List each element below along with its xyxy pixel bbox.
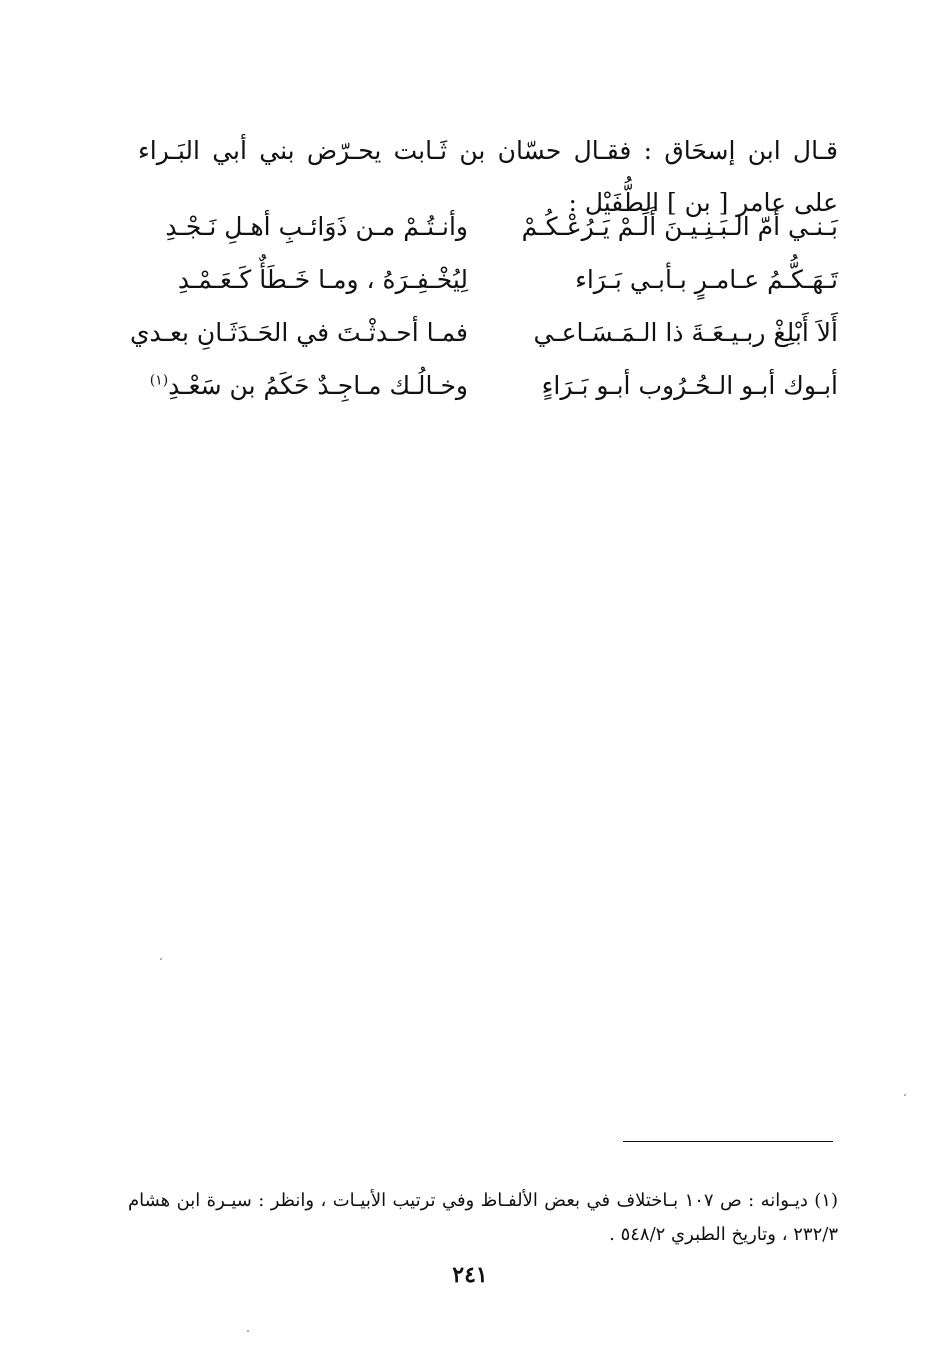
intro-paragraph: قـال ابن إسحَاق : فقـال حسّان بن ثَـابت يحـرّض بني أبي البَـراء على عامر [ بن ] الطُّفَيْل : <box>138 136 838 217</box>
footnote-marker: (١) <box>149 372 169 389</box>
poem <box>129 200 838 412</box>
verse-line <box>138 359 838 412</box>
verse-second-hemistich-text: وخـالُـك مـاجِـدٌ حَكَمُ بن سَعْـدِ <box>168 371 468 400</box>
footnote-separator <box>623 1141 833 1142</box>
verse-first-hemistich: أَلاَ أَبْلِغْ ربـيـعَـةَ ذا الـمَـسَـاعـي <box>533 318 838 347</box>
scan-speck <box>904 1094 906 1096</box>
page-number: ٢٤١ <box>452 1262 488 1288</box>
verse-second-hemistich: وأنـتُـمْ مـن ذَوَائـبِ أهـلِ نَـجْـدِ <box>165 212 468 241</box>
verse-second-hemistich <box>138 371 468 400</box>
verse-line <box>138 200 838 253</box>
footnote: (١) ديـوانه : ص ١٠٧ بـاختلاف في بعض الألفـاظ وفي ترتيب الأبيـات ، وانظر : سيـرة ابن هشام ٢٣٢/٣ ، وتاريخ الطبري ٥٤٨/٢ . <box>128 1190 838 1245</box>
scan-speck <box>247 1330 249 1332</box>
verse-first-hemistich: بَـنـي أمّ الـبَـنِـيـنَ أَلَـمْ يَـرُعْـكُـمْ <box>521 212 838 241</box>
verse-line <box>138 253 838 306</box>
verse-second-hemistich: فمـا أحـدثْـتَ في الحَـدَثَـانِ بعـدي <box>129 318 468 347</box>
verse-first-hemistich: أبـوك أبـو الـحُـرُوب أبـو بَـرَاءٍ <box>541 371 838 400</box>
scan-speck <box>160 958 162 960</box>
verse-line <box>129 306 838 359</box>
verse-first-hemistich: تَـهَـكُّـمُ عـامـرٍ بـأبـي بَـرَاء <box>575 265 838 294</box>
verse-second-hemistich: لِيُخْـفِـرَهُ ، ومـا خَـطَأٌ كَـعَـمْـدِ <box>177 265 468 294</box>
